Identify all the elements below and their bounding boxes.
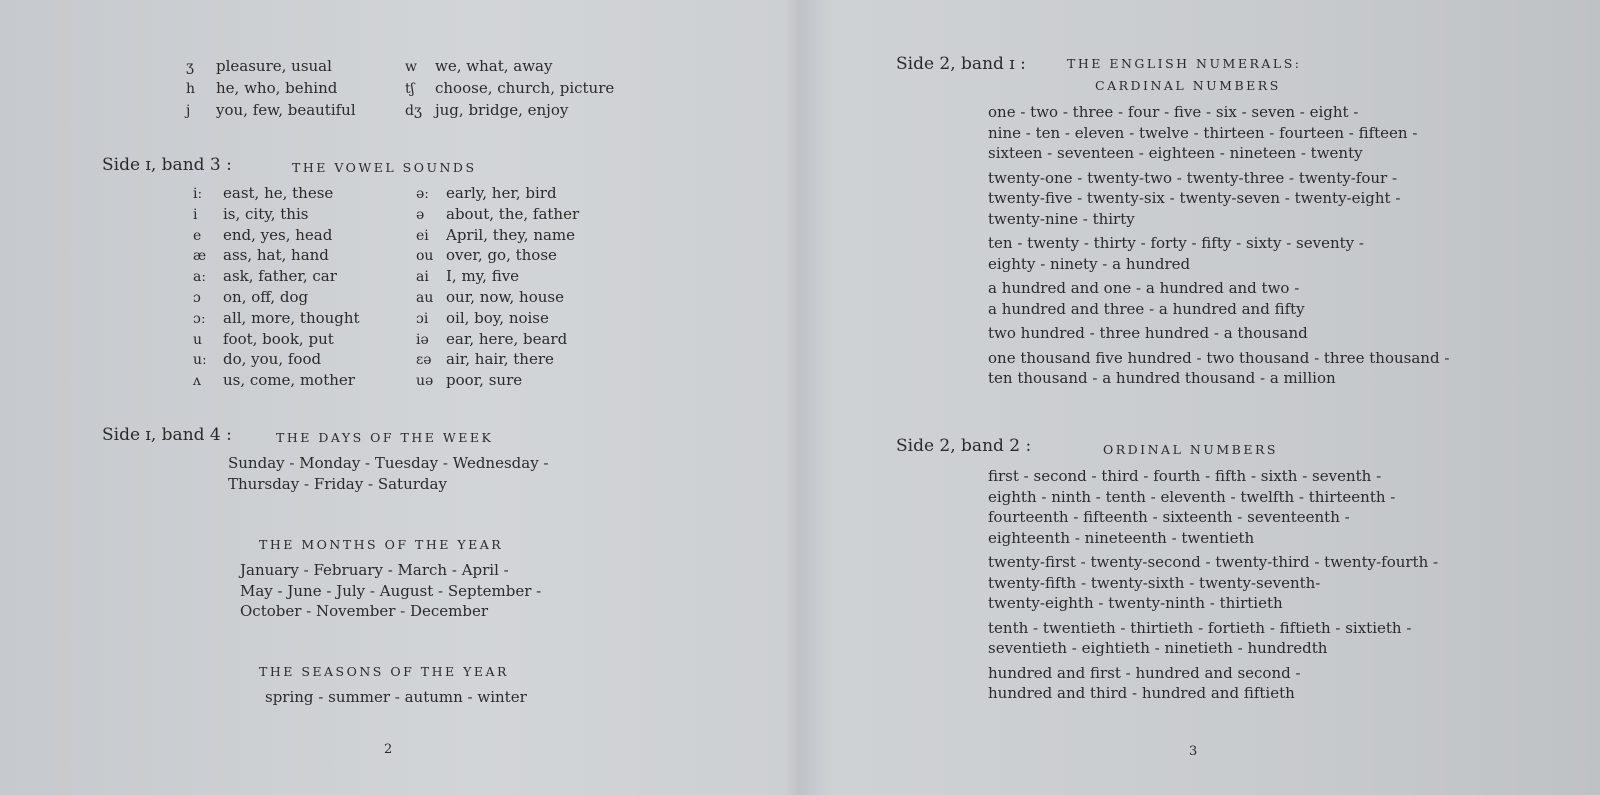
number-line: eighth - ninth - tenth - eleventh - twelfth - thirteenth - <box>988 487 1396 506</box>
cardinal-numbers <box>988 102 1449 393</box>
number-line: twenty-eighth - twenty-ninth - thirtieth <box>988 594 1283 612</box>
example-words: choose, church, picture <box>435 79 615 97</box>
number-line: ten - twenty - thirty - forty - fifty - sixty - seventy - <box>988 234 1364 252</box>
number-line: sixteen - seventeen - eighteen - nineteen - twenty <box>988 144 1363 162</box>
example-words: do, you, food <box>223 350 322 369</box>
consonant-row <box>405 56 614 78</box>
number-line: twenty-one - twenty-two - twenty-three - twenty-four - <box>988 168 1398 187</box>
example-words: east, he, these <box>223 184 334 202</box>
vowel-row <box>416 266 579 287</box>
consonant-row <box>405 100 614 122</box>
vowel-row <box>416 308 579 329</box>
vowel-list-left <box>193 183 360 391</box>
vowel-row <box>193 225 360 246</box>
months-line: October - November - December <box>240 602 489 620</box>
number-group <box>988 466 1438 548</box>
phonetic-symbol: h <box>186 81 196 97</box>
vowel-row <box>193 349 360 370</box>
consonant-list-right <box>405 56 614 122</box>
phonetic-symbol: ə <box>416 206 425 223</box>
consonant-list-left <box>186 56 356 122</box>
seasons-line: spring - summer - autumn - winter <box>265 688 527 706</box>
days-list <box>228 453 549 494</box>
example-words: about, the, father <box>446 204 580 223</box>
vowel-row <box>416 204 579 225</box>
example-words: ask, father, car <box>223 267 337 286</box>
seasons-list <box>265 687 527 708</box>
number-line: eighteenth - nineteenth - twentieth <box>988 528 1255 547</box>
vowel-row <box>416 349 579 370</box>
number-line: eighty - ninety - a hundred <box>988 254 1191 273</box>
phonetic-symbol: əː <box>416 186 430 202</box>
number-group <box>988 233 1449 274</box>
example-words: over, go, those <box>446 246 557 265</box>
section-title: ORDINAL NUMBERS <box>1103 442 1278 457</box>
vowel-row <box>193 287 360 308</box>
example-words: ear, here, beard <box>446 329 568 348</box>
vowel-list-right <box>416 183 579 391</box>
phonetic-symbol: ɔ <box>193 289 201 306</box>
months-line: May - June - July - August - September - <box>240 581 542 600</box>
example-words: our, now, house <box>446 287 564 306</box>
vowel-row <box>416 183 579 204</box>
page-right <box>800 0 1600 795</box>
consonant-row <box>186 56 356 78</box>
months-list <box>240 560 541 622</box>
vowel-row <box>416 287 579 308</box>
number-group <box>988 663 1438 704</box>
ordinal-numbers <box>988 466 1438 708</box>
phonetic-symbol: uː <box>193 352 207 369</box>
phonetic-symbol: dʒ <box>405 103 422 119</box>
section-title: THE DAYS OF THE WEEK <box>276 430 494 445</box>
example-words: early, her, bird <box>446 184 557 202</box>
months-line: January - February - March - April - <box>240 561 509 579</box>
vowel-row <box>193 183 360 204</box>
section-title: THE VOWEL SOUNDS <box>292 160 477 175</box>
band-label: Side ɪ, band 4 : <box>102 425 232 445</box>
number-group <box>988 552 1438 614</box>
number-group <box>988 278 1449 319</box>
phonetic-symbol: e <box>193 227 202 244</box>
number-line: twenty-five - twenty-six - twenty-seven - twenty-eight - <box>988 189 1401 207</box>
days-line: Sunday - Monday - Tuesday - Wednesday - <box>228 454 549 472</box>
phonetic-symbol: ɛə <box>416 352 432 369</box>
consonant-row <box>405 78 614 100</box>
number-line: one - two - three - four - five - six - seven - eight - <box>988 103 1359 121</box>
number-line: ten thousand - a hundred thousand - a million <box>988 369 1336 387</box>
phonetic-symbol: ɔː <box>193 310 206 327</box>
example-words: foot, book, put <box>223 329 334 348</box>
example-words: jug, bridge, enjoy <box>435 101 569 119</box>
number-line: hundred and first - hundred and second - <box>988 663 1301 682</box>
number-group <box>988 323 1449 344</box>
example-words: April, they, name <box>446 225 576 244</box>
vowel-row <box>193 245 360 266</box>
section-title: THE MONTHS OF THE YEAR <box>259 537 504 552</box>
vowel-row <box>416 370 579 391</box>
days-line: Thursday - Friday - Saturday <box>228 474 447 493</box>
example-words: is, city, this <box>223 204 309 223</box>
example-words: air, hair, there <box>446 350 554 369</box>
phonetic-symbol: ɔi <box>416 310 429 327</box>
section-title: THE SEASONS OF THE YEAR <box>259 664 509 679</box>
phonetic-symbol: æ <box>193 248 207 265</box>
example-words: I, my, five <box>446 267 520 286</box>
number-line: twenty-first - twenty-second - twenty-third - twenty-fourth - <box>988 553 1439 571</box>
example-words: end, yes, head <box>223 225 333 244</box>
vowel-row <box>416 245 579 266</box>
phonetic-symbol: ai <box>416 269 429 286</box>
phonetic-symbol: i <box>193 206 198 223</box>
phonetic-symbol: tʃ <box>405 81 415 97</box>
number-group <box>988 348 1449 389</box>
number-line: twenty-nine - thirty <box>988 209 1135 228</box>
number-line: nine - ten - eleven - twelve - thirteen - fourteen - fifteen - <box>988 123 1418 142</box>
number-line: one thousand five hundred - two thousand - three thousand - <box>988 348 1450 367</box>
vowel-row <box>193 370 360 391</box>
phonetic-symbol: iə <box>416 331 429 348</box>
section-title: THE ENGLISH NUMERALS: <box>1067 56 1302 71</box>
example-words: he, who, behind <box>216 79 338 97</box>
number-line: seventieth - eightieth - ninetieth - hundredth <box>988 639 1328 657</box>
phonetic-symbol: ei <box>416 227 429 244</box>
phonetic-symbol: uə <box>416 373 434 390</box>
number-line: a hundred and three - a hundred and fifty <box>988 299 1305 318</box>
number-line: a hundred and one - a hundred and two - <box>988 279 1300 297</box>
phonetic-symbol: iː <box>193 186 203 202</box>
vowel-row <box>416 329 579 350</box>
phonetic-symbol: aː <box>193 269 207 286</box>
phonetic-symbol: w <box>405 59 417 75</box>
phonetic-symbol: j <box>186 103 191 119</box>
example-words: us, come, mother <box>223 371 355 390</box>
vowel-row <box>193 266 360 287</box>
example-words: pleasure, usual <box>216 57 332 75</box>
band-label: Side 2, band 2 : <box>896 436 1032 456</box>
number-line: twenty-fifth - twenty-sixth - twenty-seventh- <box>988 573 1321 592</box>
number-group <box>988 618 1438 659</box>
phonetic-symbol: au <box>416 289 434 306</box>
example-words: you, few, beautiful <box>216 101 356 119</box>
consonant-row <box>186 78 356 100</box>
example-words: all, more, thought <box>223 308 360 327</box>
example-words: on, off, dog <box>223 287 309 306</box>
number-line: hundred and third - hundred and fiftieth <box>988 684 1295 702</box>
page-number: 2 <box>384 742 393 757</box>
phonetic-symbol: u <box>193 331 203 348</box>
number-line: first - second - third - fourth - fifth - sixth - seventh - <box>988 467 1382 485</box>
example-words: poor, sure <box>446 371 523 390</box>
consonant-row <box>186 100 356 122</box>
example-words: we, what, away <box>435 57 553 75</box>
phonetic-symbol: ʒ <box>186 59 194 75</box>
band-label: Side 2, band ɪ : <box>896 54 1026 74</box>
number-line: fourteenth - fifteenth - sixteenth - seventeenth - <box>988 508 1350 526</box>
number-group <box>988 102 1449 164</box>
vowel-row <box>193 308 360 329</box>
phonetic-symbol: ʌ <box>193 373 201 390</box>
number-group <box>988 168 1449 230</box>
vowel-row <box>193 204 360 225</box>
example-words: ass, hat, hand <box>223 246 329 265</box>
example-words: oil, boy, noise <box>446 308 549 327</box>
band-label: Side ɪ, band 3 : <box>102 155 232 175</box>
vowel-row <box>416 225 579 246</box>
phonetic-symbol: ou <box>416 248 434 265</box>
page-number: 3 <box>1189 744 1198 759</box>
section-subtitle: CARDINAL NUMBERS <box>1095 78 1281 93</box>
vowel-row <box>193 329 360 350</box>
number-line: two hundred - three hundred - a thousand <box>988 324 1308 342</box>
number-line: tenth - twentieth - thirtieth - fortieth - fiftieth - sixtieth - <box>988 618 1412 637</box>
